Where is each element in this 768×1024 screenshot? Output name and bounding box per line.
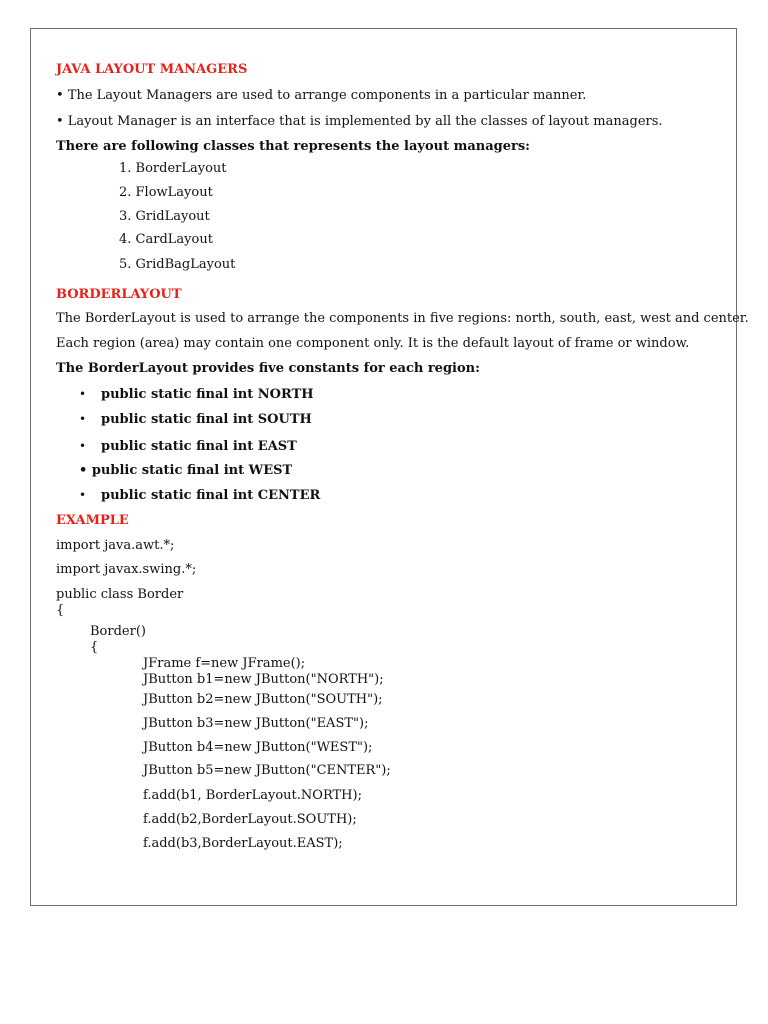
code-line: import javax.swing.*; [56,562,197,577]
class-list-item: 2. FlowLayout [119,185,213,200]
constant-item: public static final int NORTH [101,387,314,402]
constant-item: • public static final int WEST [79,463,293,478]
constants-heading: The BorderLayout provides five constants for each region: [56,361,480,376]
class-list-item: 3. GridLayout [119,209,210,224]
heading-borderlayout: BORDERLAYOUT [56,287,182,302]
code-line: public class Border [56,587,184,602]
class-list-item: 1. BorderLayout [119,161,227,176]
code-line: f.add(b1, BorderLayout.NORTH); [143,788,362,803]
bullet-icon: • [79,488,87,502]
border-desc-line-2: Each region (area) may contain one component only. It is the default layout of frame or window. [56,336,690,351]
code-line: JButton b3=new JButton("EAST"); [143,716,369,731]
heading-example: EXAMPLE [56,513,129,528]
class-list-item: 4. CardLayout [119,232,213,247]
code-line: { [56,603,65,618]
border-desc-line-1: The BorderLayout is used to arrange the components in five regions: north, south, east, west and center. [56,311,749,326]
intro-line-2: • Layout Manager is an interface that is implemented by all the classes of layout managers. [56,114,663,129]
code-line: f.add(b2,BorderLayout.SOUTH); [143,812,357,827]
bullet-icon: • [79,412,87,426]
code-line: { [90,640,99,655]
code-line: import java.awt.*; [56,538,175,553]
code-line: JButton b5=new JButton("CENTER"); [143,763,391,778]
intro-line-1: • The Layout Managers are used to arrange components in a particular manner. [56,88,587,103]
code-line: JButton b1=new JButton("NORTH"); [143,672,384,687]
constant-item: public static final int EAST [101,439,297,454]
constant-item: public static final int SOUTH [101,412,312,427]
heading-java-layout-managers: JAVA LAYOUT MANAGERS [56,62,248,77]
code-line: JFrame f=new JFrame(); [143,656,306,671]
code-line: JButton b2=new JButton("SOUTH"); [143,692,383,707]
code-line: Border() [90,624,146,639]
constant-item: public static final int CENTER [101,488,321,503]
class-list-item: 5. GridBagLayout [119,257,236,272]
code-line: f.add(b3,BorderLayout.EAST); [143,836,343,851]
bullet-icon: • [79,387,87,401]
code-line: JButton b4=new JButton("WEST"); [143,740,373,755]
bullet-icon: • [79,439,87,453]
classes-heading: There are following classes that represents the layout managers: [56,139,530,154]
